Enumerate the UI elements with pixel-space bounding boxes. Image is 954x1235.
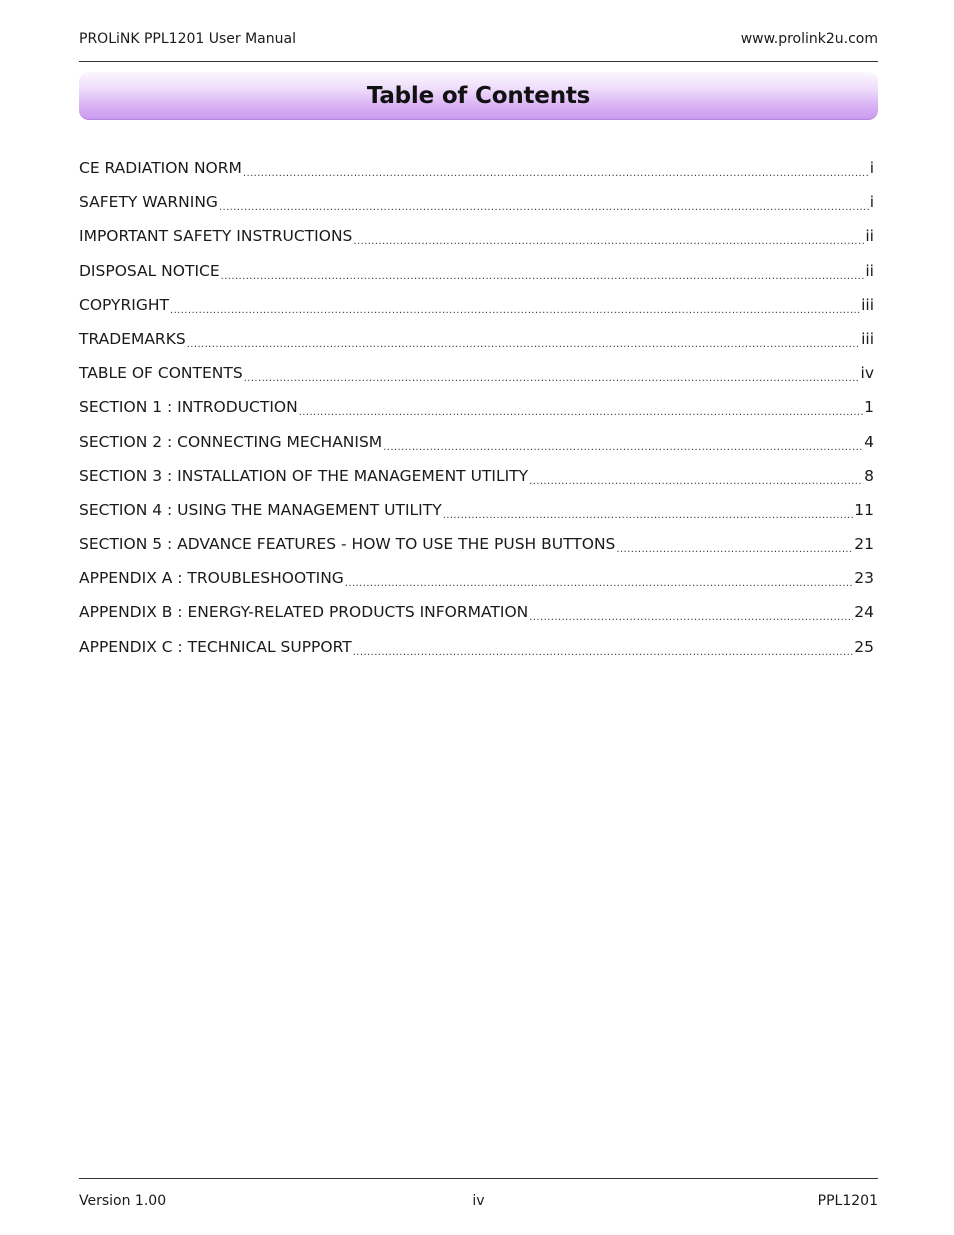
toc-dot-leader <box>221 266 865 288</box>
toc-entry-page: ii <box>865 227 874 246</box>
toc-entry-label: TRADEMARKS <box>79 329 186 348</box>
toc-entry-page: ii <box>865 261 874 280</box>
toc-entry[interactable] <box>79 499 874 533</box>
toc-entry-page: 21 <box>854 535 874 554</box>
toc-entry-label: IMPORTANT SAFETY INSTRUCTIONS <box>79 227 353 246</box>
toc-title: Table of Contents <box>366 83 591 109</box>
toc-dot-leader <box>616 539 853 561</box>
header-manual-title: PROLiNK PPL1201 User Manual <box>79 31 296 47</box>
toc-dot-leader <box>383 437 863 459</box>
toc-entry[interactable] <box>79 225 874 259</box>
footer-page-number: iv <box>472 1193 485 1209</box>
toc-entry[interactable] <box>79 533 874 567</box>
toc-dot-leader <box>299 402 863 424</box>
toc-entry[interactable] <box>79 396 874 430</box>
toc-entry-label: CE RADIATION NORM <box>79 159 242 177</box>
toc-entry-label: APPENDIX C : TECHNICAL SUPPORT <box>79 637 352 656</box>
toc-entry-label: APPENDIX A : TROUBLESHOOTING <box>79 569 344 588</box>
page-header <box>79 30 878 60</box>
toc-entry[interactable] <box>79 191 874 225</box>
toc-entry[interactable] <box>79 328 874 362</box>
toc-entry-page: 25 <box>854 637 874 656</box>
toc-entry[interactable] <box>79 362 874 396</box>
toc-entry-page: iii <box>861 329 874 348</box>
toc-dot-leader <box>529 607 853 629</box>
toc-entry-page: i <box>869 193 874 212</box>
toc-entry-label: DISPOSAL NOTICE <box>79 261 220 280</box>
toc-entry-page: 1 <box>864 398 874 417</box>
toc-entry[interactable] <box>79 601 874 635</box>
toc-entry-page: 23 <box>854 569 874 588</box>
toc-dot-leader <box>170 300 860 322</box>
toc-entry-label: SECTION 5 : ADVANCE FEATURES - HOW TO USE THE PUSH BUTTONS <box>79 535 616 554</box>
toc-entry-label: SECTION 3 : INSTALLATION OF THE MANAGEMENT UTILITY <box>79 466 529 485</box>
toc-entry[interactable] <box>79 567 874 601</box>
toc-dot-leader <box>243 163 869 185</box>
toc-entry-label: SECTION 4 : USING THE MANAGEMENT UTILITY <box>79 500 442 519</box>
footer-model: PPL1201 <box>817 1193 878 1209</box>
toc-entry-label: SAFETY WARNING <box>79 193 218 212</box>
toc-dot-leader <box>187 334 860 356</box>
toc-entry-page: 4 <box>864 432 874 451</box>
toc-dot-leader <box>353 642 854 664</box>
toc-entry-label: SECTION 2 : CONNECTING MECHANISM <box>79 432 383 451</box>
toc-dot-leader <box>529 471 863 493</box>
toc-entry[interactable] <box>79 294 874 328</box>
footer-divider <box>79 1178 878 1179</box>
toc-entry[interactable] <box>79 465 874 499</box>
toc-entry[interactable] <box>79 157 874 191</box>
toc-dot-leader <box>244 368 860 390</box>
toc-entry-page: 24 <box>854 603 874 622</box>
toc-entry-label: TABLE OF CONTENTS <box>79 364 243 383</box>
toc-entry[interactable] <box>79 636 874 670</box>
toc-entry-page: i <box>869 159 874 177</box>
toc-dot-leader <box>353 231 864 253</box>
toc-entry-label: APPENDIX B : ENERGY-RELATED PRODUCTS INFORMATION <box>79 603 529 622</box>
header-divider <box>79 61 878 62</box>
footer-version: Version 1.00 <box>79 1193 167 1209</box>
toc-entry-page: 8 <box>864 466 874 485</box>
toc-dot-leader <box>443 505 854 527</box>
page-footer <box>79 1192 878 1212</box>
toc-entry[interactable] <box>79 431 874 465</box>
toc-entry-page: iii <box>861 295 874 314</box>
header-website[interactable]: www.prolink2u.com <box>740 31 878 47</box>
toc-entry-label: SECTION 1 : INTRODUCTION <box>79 398 298 417</box>
toc-entry-page: iv <box>860 364 874 383</box>
toc-entry-label: COPYRIGHT <box>79 295 169 314</box>
toc-entry-page: 11 <box>854 500 874 519</box>
toc-title-banner <box>79 72 878 120</box>
toc-dot-leader <box>219 197 869 219</box>
toc-entry[interactable] <box>79 260 874 294</box>
toc-list <box>79 157 874 670</box>
toc-dot-leader <box>345 573 853 595</box>
